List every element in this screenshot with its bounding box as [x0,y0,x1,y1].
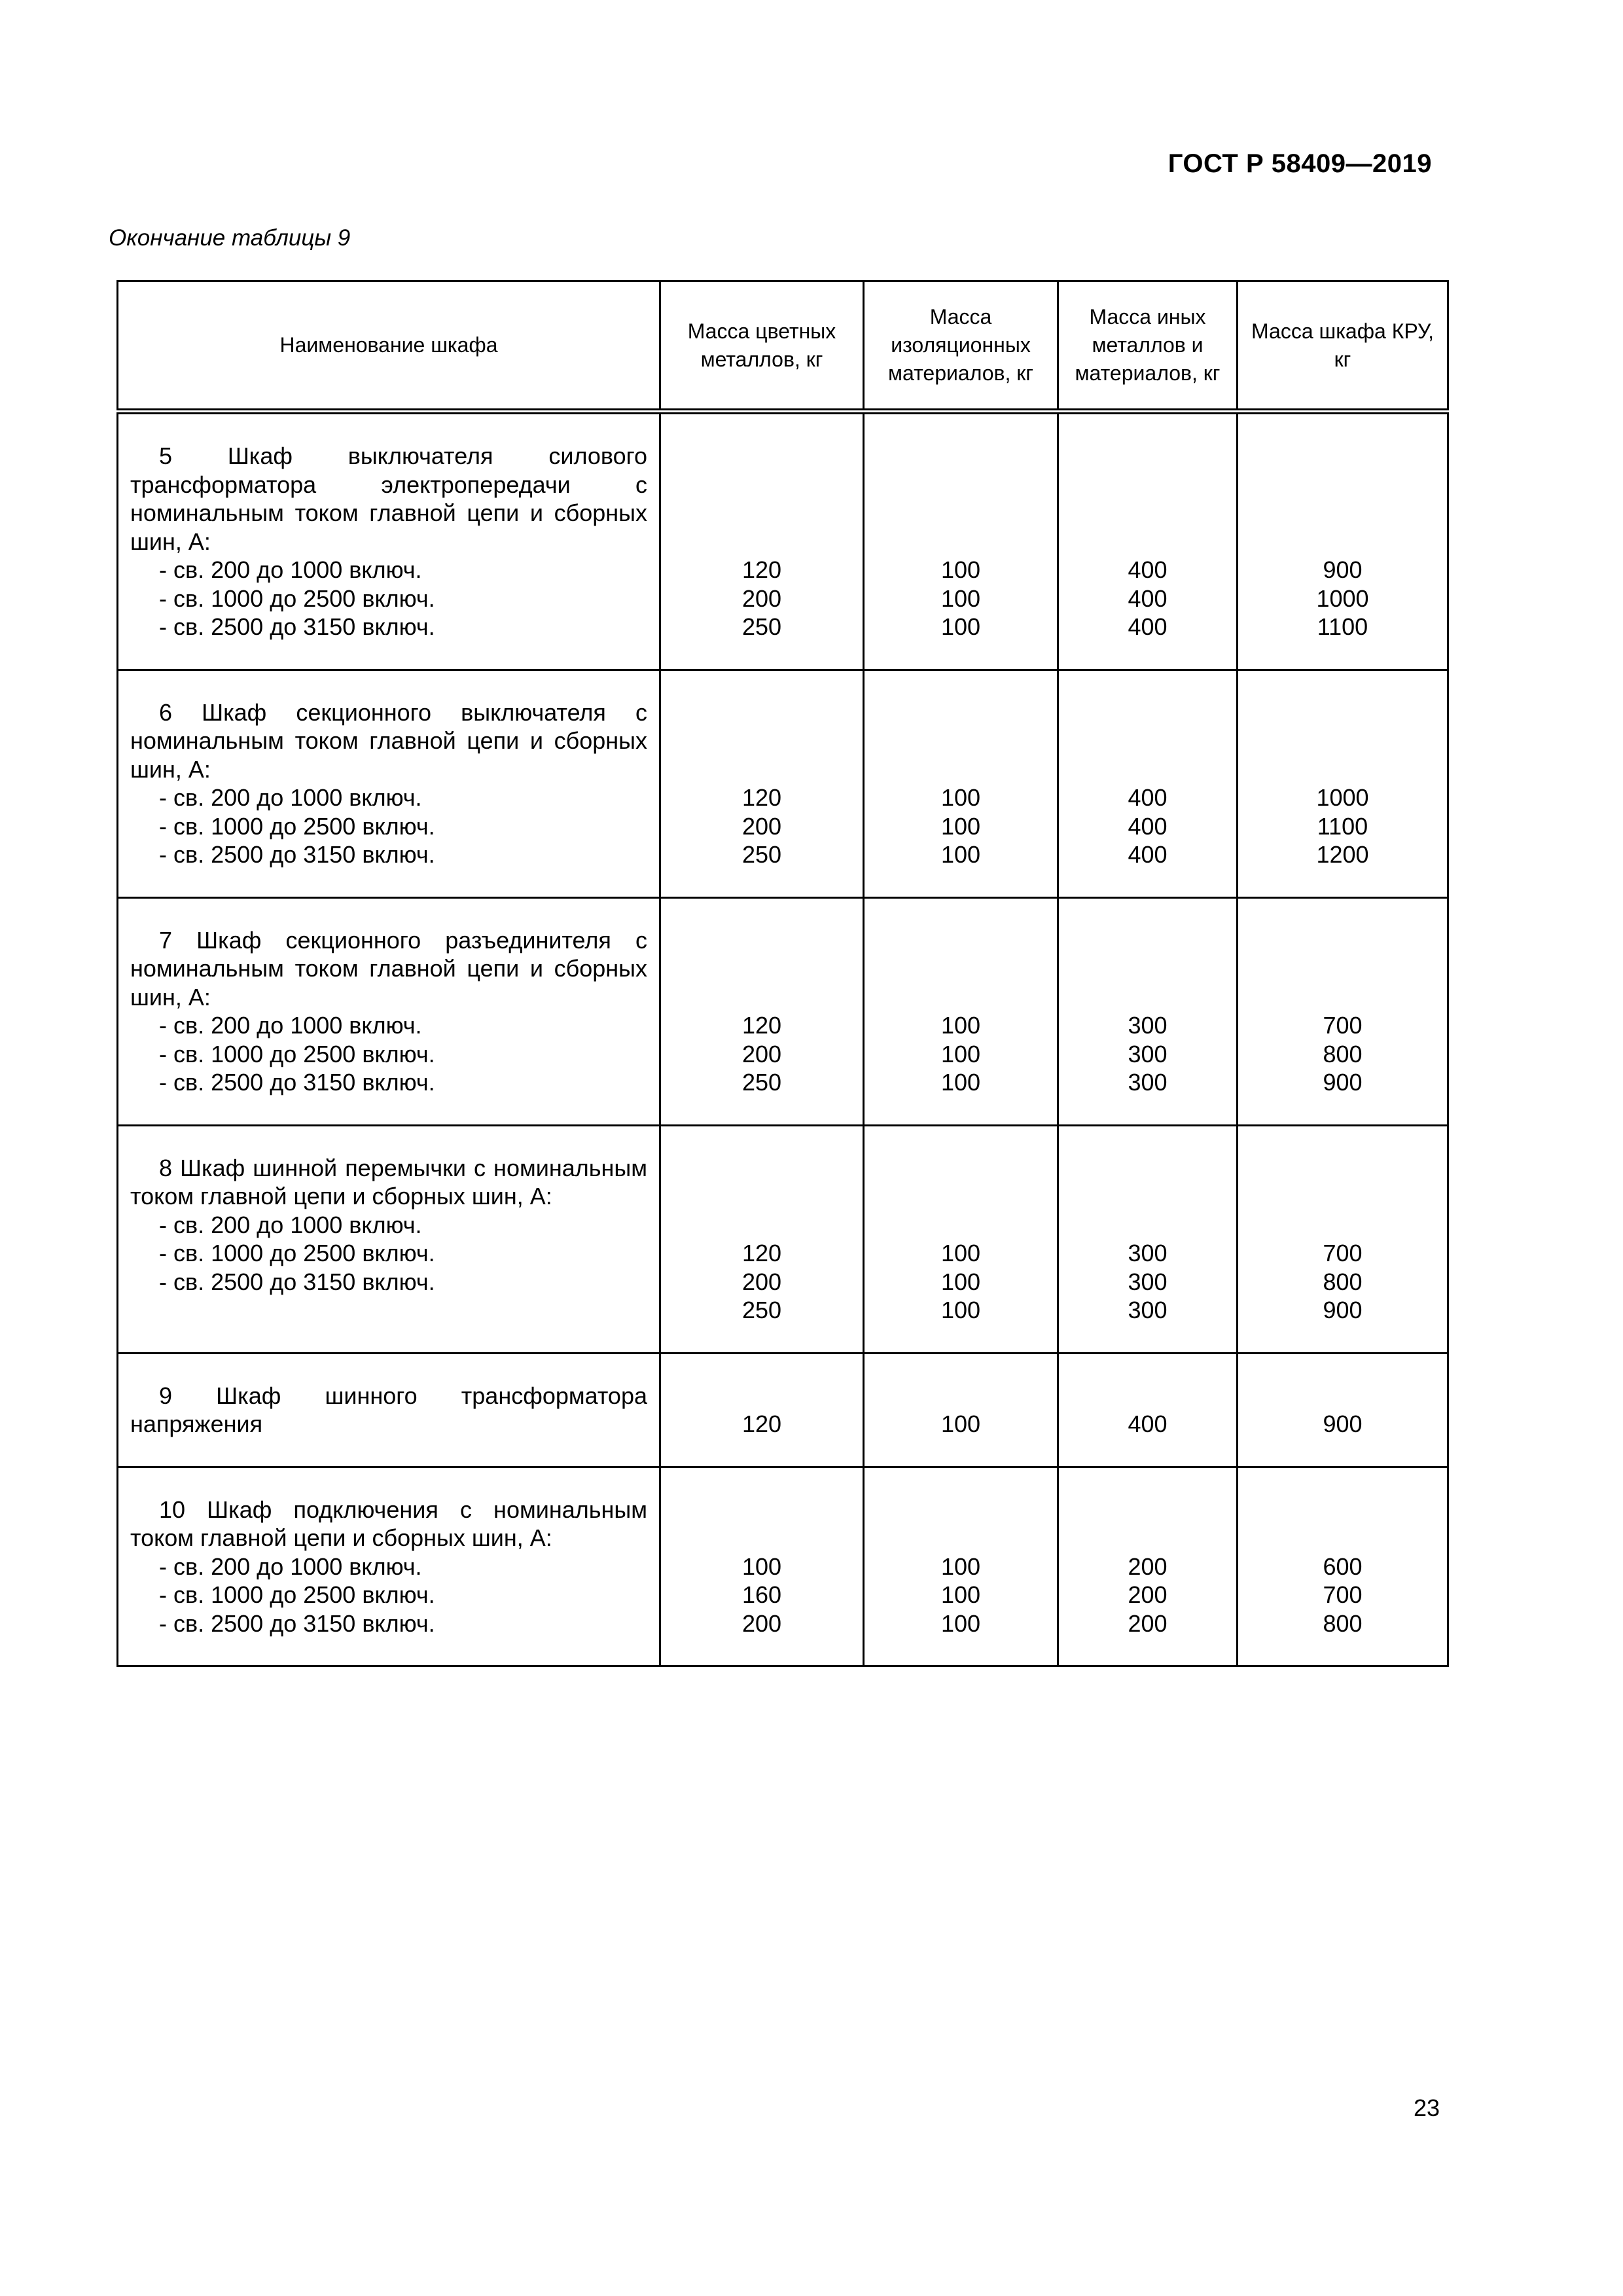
current-range-label: - св. 200 до 1000 включ. [159,1211,422,1238]
column-header-name: Наименование шкафа [118,281,660,412]
mass-value: 300 [1128,1297,1168,1323]
mass-value: 250 [741,613,782,640]
spacer [865,755,1056,784]
spacer [662,528,862,556]
page-number: 23 [1414,2094,1440,2121]
current-range-label: - св. 2500 до 3150 включ. [159,1268,435,1295]
mass-value-cell [1058,1467,1238,1666]
mass-value: 120 [741,1240,782,1266]
spacer [865,1154,1056,1183]
mass-value: 900 [1323,1297,1363,1323]
spacer [662,1154,862,1183]
current-range-label: - св. 1000 до 2500 включ. [159,1240,435,1266]
spacer [865,954,1056,983]
mass-value: 100 [940,784,981,811]
mass-value: 700 [1323,1012,1363,1039]
mass-value: 400 [1128,584,1168,612]
mass-value: 100 [940,1012,981,1039]
mass-value: 800 [1323,1040,1363,1067]
mass-value: 300 [1128,1040,1168,1067]
table-caption: Окончание таблицы 9 [109,225,351,251]
spacer [1060,1211,1236,1240]
mass-value: 120 [741,1012,782,1039]
column-header-cabinet-mass: Масса шкафа КРУ, кг [1238,281,1448,412]
mass-value-cell [1238,670,1448,897]
spacer [1239,528,1446,556]
spacer [865,1524,1056,1552]
mass-value: 120 [741,784,782,811]
spacer [662,1496,862,1524]
mass-value: 800 [1323,1268,1363,1295]
spacer [865,471,1056,499]
mass-value: 100 [940,1268,981,1295]
table-body [118,412,1448,1666]
spacer [1060,698,1236,727]
spacer [1060,926,1236,955]
mass-value: 600 [1323,1552,1363,1580]
mass-value-cell [660,412,864,670]
mass-value: 400 [1128,556,1168,583]
cabinet-title: 8 Шкаф шинной перемычки с номинальным током главной цепи и сборных шин, А: [130,1154,647,1210]
mass-value-cell [864,412,1058,670]
mass-value: 300 [1128,1268,1168,1295]
current-range-label: - св. 200 до 1000 включ. [159,1552,422,1580]
spacer [1239,1496,1446,1524]
spacer [1239,1211,1446,1240]
spacer [1239,726,1446,755]
mass-value: 100 [940,1609,981,1637]
spacer [1239,926,1446,955]
mass-value: 100 [940,812,981,840]
mass-value: 200 [741,1268,782,1295]
spacer [1060,1382,1236,1410]
spacer [865,1211,1056,1240]
current-range-label: - св. 200 до 1000 включ. [159,784,422,811]
mass-value-cell [1058,897,1238,1125]
spacer [1239,471,1446,499]
mass-table [116,280,1449,1667]
mass-value: 250 [741,841,782,868]
mass-value-cell [1058,1353,1238,1467]
current-range-label: - св. 200 до 1000 включ. [159,1012,422,1039]
spacer [865,499,1056,528]
spacer [662,954,862,983]
mass-value: 400 [1128,812,1168,840]
mass-value: 900 [1323,556,1363,583]
column-header-insulation-materials: Масса изоляционных материалов, кг [864,281,1058,412]
spacer [662,983,862,1012]
cabinet-title: 5 Шкаф выключателя силового трансформатора электропередачи с номинальным током главной цепи и сборных шин, А: [130,442,647,555]
spacer [1060,1154,1236,1183]
mass-value: 100 [940,1040,981,1067]
mass-value: 300 [1128,1240,1168,1266]
document-id-header: ГОСТ Р 58409—2019 [1168,149,1432,178]
spacer [1239,698,1446,727]
current-range-label: - св. 2500 до 3150 включ. [159,1609,435,1637]
spacer [1239,954,1446,983]
spacer [662,499,862,528]
mass-value-cell [1238,1467,1448,1666]
mass-value: 200 [1128,1552,1168,1580]
cabinet-name-cell [118,897,660,1125]
cabinet-name-cell [118,1467,660,1666]
mass-value: 300 [1128,1069,1168,1096]
spacer [662,442,862,471]
spacer [865,1496,1056,1524]
mass-value-cell [1058,670,1238,897]
mass-value-cell [1058,1125,1238,1353]
mass-value: 200 [741,1609,782,1637]
mass-value: 900 [1323,1069,1363,1096]
mass-value: 100 [940,1069,981,1096]
mass-value: 1000 [1316,584,1369,612]
cabinet-title: 10 Шкаф подключения с номинальным током главной цепи и сборных шин, А: [130,1496,647,1551]
mass-value-cell [864,1353,1058,1467]
mass-value: 100 [940,1410,981,1437]
spacer [865,726,1056,755]
spacer [662,698,862,727]
mass-value-cell [1058,412,1238,670]
mass-value: 120 [741,1410,782,1437]
spacer [1239,1182,1446,1211]
spacer [1239,1154,1446,1183]
cabinet-title: 7 Шкаф секционного разъединителя с номинальным током главной цепи и сборных шин, А: [130,926,647,1011]
spacer [662,1182,862,1211]
mass-value: 400 [1128,1410,1168,1437]
table-row [118,412,1448,670]
mass-value-cell [864,1467,1058,1666]
spacer [1239,442,1446,471]
mass-value: 700 [1323,1581,1363,1608]
current-range-label: - св. 2500 до 3150 включ. [159,1069,435,1096]
spacer [865,442,1056,471]
mass-value: 100 [940,584,981,612]
cabinet-name-cell [118,412,660,670]
mass-value: 100 [940,1552,981,1580]
current-range-label: - св. 1000 до 2500 включ. [159,584,435,612]
spacer [662,726,862,755]
spacer [1060,528,1236,556]
mass-value: 100 [940,1581,981,1608]
cabinet-name-cell [118,1125,660,1353]
current-range-label: - св. 1000 до 2500 включ. [159,812,435,840]
mass-value: 1100 [1317,613,1368,640]
mass-value-cell [660,897,864,1125]
current-range-label: - св. 1000 до 2500 включ. [159,1040,435,1067]
mass-value-cell [1238,412,1448,670]
cabinet-title: 6 Шкаф секционного выключателя с номинальным током главной цепи и сборных шин, А: [130,698,647,783]
spacer [1060,499,1236,528]
table-row [118,1467,1448,1666]
cabinet-title: 9 Шкаф шинного трансформатора напряжения [130,1382,647,1437]
mass-value: 300 [1128,1012,1168,1039]
spacer [865,926,1056,955]
spacer [662,471,862,499]
current-range-label: - св. 1000 до 2500 включ. [159,1581,435,1608]
spacer [865,1182,1056,1211]
spacer [1060,471,1236,499]
mass-value: 100 [940,841,981,868]
table-row [118,897,1448,1125]
mass-value: 700 [1323,1240,1363,1266]
spacer [1239,755,1446,784]
mass-value-cell [660,1353,864,1467]
mass-value: 200 [741,812,782,840]
mass-value: 100 [741,1552,782,1580]
mass-value: 900 [1323,1410,1363,1437]
mass-value: 400 [1128,841,1168,868]
current-range-label: - св. 200 до 1000 включ. [159,556,422,583]
mass-value: 100 [940,556,981,583]
cabinet-name-cell [118,670,660,897]
mass-value-cell [1238,1353,1448,1467]
mass-value: 200 [741,584,782,612]
table-row [118,1125,1448,1353]
spacer [1239,1524,1446,1552]
column-header-nonferrous-metals: Масса цветных металлов, кг [660,281,864,412]
spacer [1060,954,1236,983]
spacer [1060,1182,1236,1211]
spacer [662,1382,862,1410]
spacer [1239,983,1446,1012]
spacer [662,1211,862,1240]
spacer [865,698,1056,727]
mass-value: 200 [1128,1609,1168,1637]
mass-value: 120 [741,556,782,583]
mass-value: 1200 [1316,841,1369,868]
mass-value: 400 [1128,613,1168,640]
spacer [662,1524,862,1552]
spacer [1239,1382,1446,1410]
mass-value: 1000 [1316,784,1369,811]
table-row [118,1353,1448,1467]
mass-value-cell [660,670,864,897]
spacer [865,1382,1056,1410]
mass-value: 800 [1323,1609,1363,1637]
mass-value-cell [864,670,1058,897]
mass-value: 250 [741,1069,782,1096]
table-header-row [118,281,1448,412]
mass-value: 1100 [1317,812,1368,840]
mass-value: 200 [741,1040,782,1067]
mass-value: 200 [1128,1581,1168,1608]
mass-value-cell [660,1467,864,1666]
spacer [865,983,1056,1012]
mass-value-cell [864,897,1058,1125]
spacer [662,755,862,784]
current-range-label: - св. 2500 до 3150 включ. [159,613,435,640]
spacer [1239,499,1446,528]
spacer [1060,442,1236,471]
spacer [1060,726,1236,755]
mass-value-cell [1238,897,1448,1125]
spacer [1060,983,1236,1012]
mass-value: 100 [940,613,981,640]
mass-value: 100 [940,1297,981,1323]
mass-value: 400 [1128,784,1168,811]
spacer [1060,1496,1236,1524]
spacer [662,926,862,955]
spacer [1060,755,1236,784]
mass-value: 100 [940,1240,981,1266]
current-range-label: - св. 2500 до 3150 включ. [159,841,435,868]
mass-value: 250 [741,1297,782,1323]
spacer [1060,1524,1236,1552]
cabinet-name-cell [118,1353,660,1467]
column-header-other-materials: Масса иных металлов и материалов, кг [1058,281,1238,412]
mass-value: 160 [741,1581,782,1608]
table-row [118,670,1448,897]
mass-value-cell [660,1125,864,1353]
spacer [865,528,1056,556]
mass-value-cell [864,1125,1058,1353]
mass-value-cell [1238,1125,1448,1353]
